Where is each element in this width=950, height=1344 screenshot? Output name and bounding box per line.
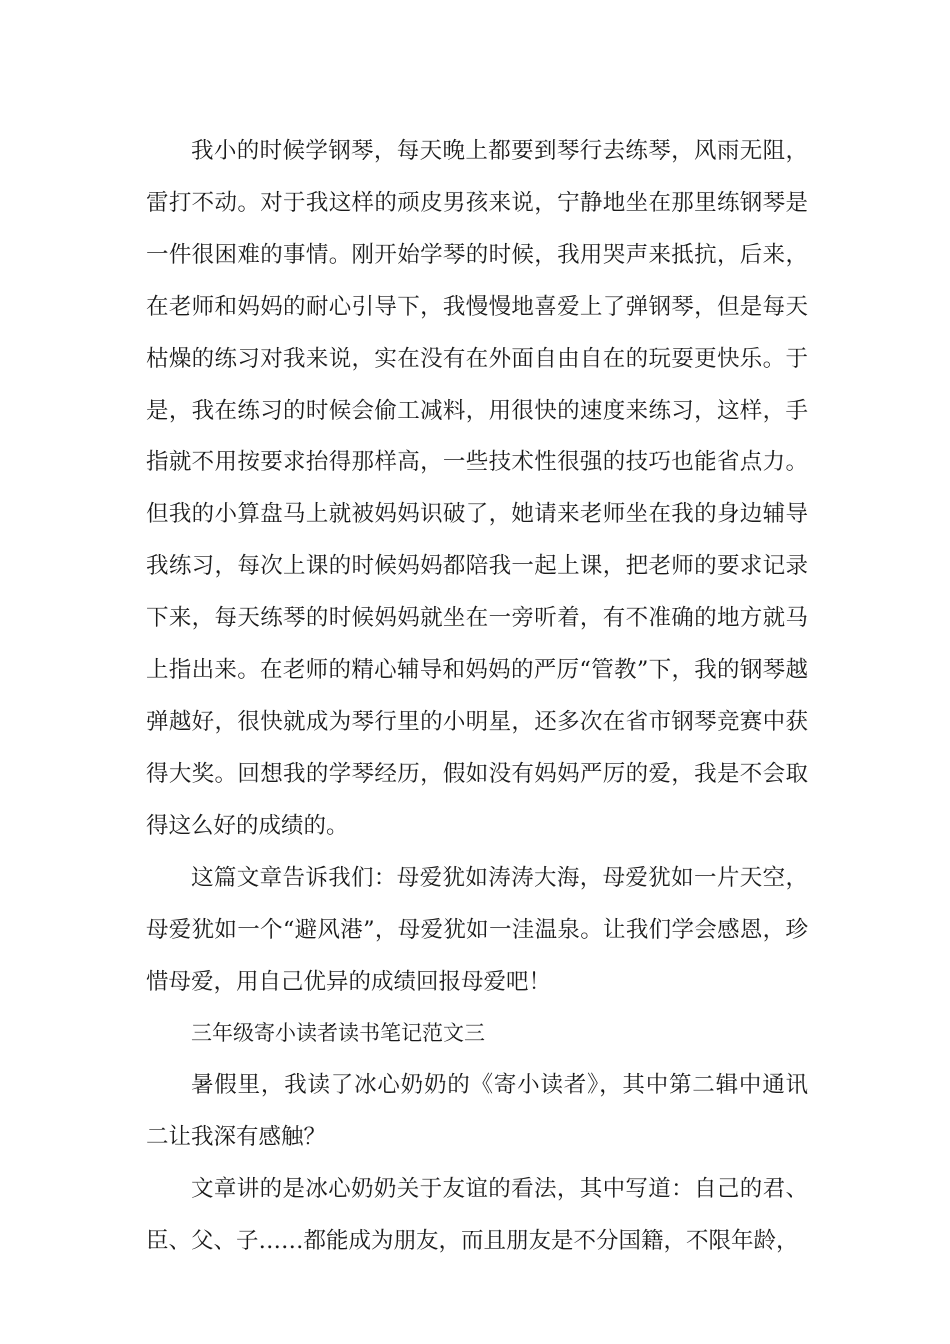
- document-body: [146, 126, 808, 1268]
- paragraph-summer-reading: 暑假里，我读了冰心奶奶的《寄小读者》，其中第二辑中通讯二让我深有感触？: [146, 1072, 808, 1151]
- paragraph-conclusion: 这篇文章告诉我们：母爱犹如涛涛大海，母爱犹如一片天空，母爱犹如一个“避风港”，母爱犹如一洼温泉。让我们学会感恩，珍惜母爱，用自己优异的成绩回报母爱吧！: [146, 864, 808, 995]
- paragraph-piano-story: 我小的时候学钢琴，每天晚上都要到琴行去练琴，风雨无阻，雷打不动。对于我这样的顽皮男孩来说，宁静地坐在那里练钢琴是一件很困难的事情。刚开始学琴的时候，我用哭声来抵抗，后来，在老师和妈妈的耐心引导下，我慢慢地喜爱上了弹钢琴，但是每天枯燥的练习对我来说，实在没有在外面自由自在的玩耍更快乐。于是，我在练习的时候会偷工减料，用很快的速度来练习，这样，手指就不用按要求抬得那样高，一些技术性很强的技巧也能省点力。但我的小算盘马上就被妈妈识破了，她请来老师坐在我的身边辅导我练习，每次上课的时候妈妈都陪我一起上课，把老师的要求记录下来，每天练琴的时候妈妈就坐在一旁听着，有不准确的地方就马上指出来。在老师的精心辅导和妈妈的严厉“管教”下，我的钢琴越弹越好，很快就成为琴行里的小明星，还多次在省市钢琴竞赛中获得大奖。回想我的学琴经历，假如没有妈妈严厉的爱，我是不会取得这么好的成绩的。: [146, 138, 808, 839]
- section-heading: 三年级寄小读者读书笔记范文三: [191, 1021, 485, 1046]
- paragraph-friendship: 文章讲的是冰心奶奶关于友谊的看法，其中写道：自己的君、臣、父、子……都能成为朋友，而且朋友是不分国籍，不限年龄，: [146, 1176, 808, 1255]
